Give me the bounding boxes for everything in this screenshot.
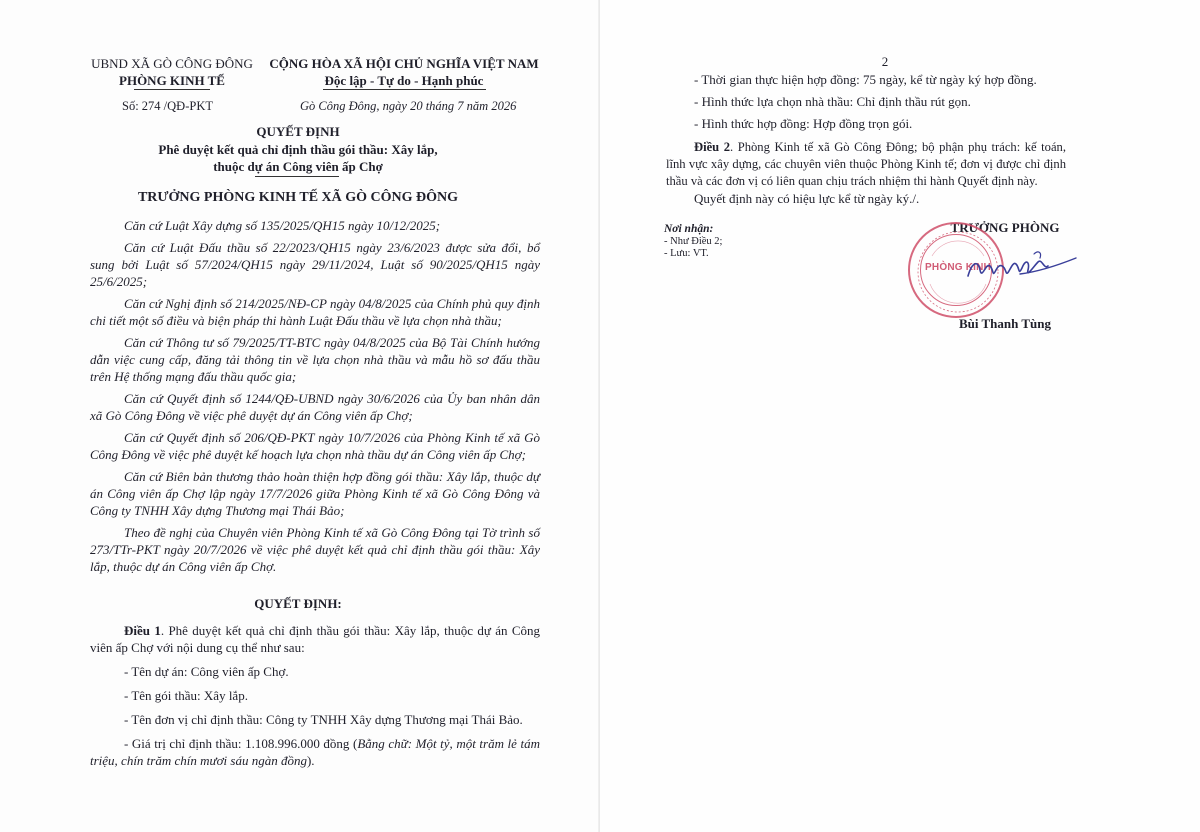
basis-item: Căn cứ Biên bản thương thảo hoàn thiện hợp đồng gói thầu: Xây lắp, thuộc dự án Công viên ấp Chợ lập ngày 17/7/2026 giữa Phòng Kinh tế xã Gò Công Đông và Công ty TNHH Xây dựng Thương mại Thái Bảo; — [90, 469, 540, 518]
basis-item: Căn cứ Quyết định số 206/QĐ-PKT ngày 10/7/2026 của Phòng Kinh tế xã Gò Công Đông về việc phê duyệt kế hoạch lựa chọn nhà thầu dự án Công viên ấp Chợ; — [90, 430, 540, 462]
article-1-item: - Thời gian thực hiện hợp đồng: 75 ngày, kể từ ngày ký hợp đồng. — [694, 72, 1037, 87]
effective-clause: Quyết định này có hiệu lực kể từ ngày ký./. — [694, 191, 920, 206]
page-number: 2 — [881, 54, 889, 69]
motto: Độc lập - Tự do - Hạnh phúc — [324, 73, 484, 88]
basis-item: Căn cứ Luật Đấu thầu số 22/2023/QH15 ngày 23/6/2023 được sửa đổi, bổ sung bởi Luật số 57/2024/QH15 ngày 29/11/2024, Luật số 90/2025/QH15 ngày 25/6/2025; — [90, 240, 540, 289]
basis-item: Theo đề nghị của Chuyên viên Phòng Kinh tế xã Gò Công Đông tại Tờ trình số 273/TTr-PKT ngày 20/7/2026 về việc phê duyệt kết quả chỉ định thầu gói thầu: Xây lắp, thuộc dự án Công viên ấp Chợ. — [90, 525, 540, 574]
national-header — [262, 56, 546, 89]
seal-text: PHÒNG KINH — [925, 262, 991, 273]
motto-underline — [323, 89, 486, 90]
basis-item: Căn cứ Nghị định số 214/2025/NĐ-CP ngày 04/8/2025 của Chính phủ quy định chi tiết một số điều và biện pháp thi hành Luật Đấu thầu về lựa chọn nhà thầu; — [90, 296, 540, 328]
article-1-item: - Hình thức lựa chọn nhà thầu: Chỉ định thầu rút gọn. — [694, 94, 971, 109]
article-2-text: Điều 2. Phòng Kinh tế xã Gò Công Đông; bộ phận phụ trách: kế toán, lĩnh vực xây dựng, các chuyên viên thuộc Phòng Kinh tế; đơn vị được chỉ định thầu và các đơn vị có liên quan chịu trách nhiệm thi hành Quyết định này. — [666, 140, 1067, 188]
signer-title: TRƯỞNG PHÒNG — [950, 220, 1060, 235]
document-page-2 — [600, 0, 1200, 832]
subject-underline — [255, 176, 339, 177]
decide-heading: QUYẾT ĐỊNH: — [254, 596, 342, 611]
doc-subject — [60, 141, 536, 175]
place-date: Gò Công Đông, ngày 20 tháng 7 năm 2026 — [300, 99, 517, 113]
subject-line-1: Phê duyệt kết quả chỉ định thầu gói thầu: Xây lắp, — [158, 142, 438, 157]
article-2-label: Điều 2 — [694, 140, 731, 154]
doc-number: Số: 274 /QĐ-PKT — [122, 99, 213, 113]
doc-type: QUYẾT ĐỊNH — [256, 124, 340, 139]
recipients-label: Nơi nhận: — [664, 223, 714, 235]
national-title: CỘNG HÒA XÃ HỘI CHỦ NGHĨA VIỆT NAM — [269, 56, 539, 71]
recipients-block — [664, 222, 804, 260]
org-line-1: UBND XÃ GÒ CÔNG ĐÔNG — [91, 56, 253, 71]
article-1-text: Điều 1. Phê duyệt kết quả chỉ định thầu gói thầu: Xây lắp, thuộc dự án Công viên ấp Chợ với nội dung cụ thể như sau: — [90, 623, 540, 655]
article-1-continued — [694, 71, 1066, 137]
org-underline — [134, 89, 210, 90]
recipient-item: - Như Điều 2; — [664, 236, 723, 247]
article-1-item: - Tên dự án: Công viên ấp Chợ. — [124, 664, 289, 679]
subject-line-2: thuộc dự án Công viên ấp Chợ — [213, 159, 383, 174]
signer-name: Bùi Thanh Tùng — [958, 316, 1052, 331]
basis-item: Căn cứ Thông tư số 79/2025/TT-BTC ngày 04/8/2025 của Bộ Tài Chính hướng dẫn việc cung cấp, đăng tải thông tin về lựa chọn nhà thầu và mẫu hồ sơ đấu thầu trên Hệ thống mạng đấu thầu quốc gia; — [90, 335, 540, 384]
article-1 — [90, 622, 540, 769]
price-in-words: Bằng chữ: Một tỷ, một trăm lẻ tám triệu, chín trăm chín mươi sáu ngàn đồng — [90, 736, 540, 768]
handwritten-signature — [960, 240, 1080, 290]
article-2 — [666, 139, 1066, 190]
org-line-2: PHÒNG KINH TẾ — [119, 73, 225, 88]
recipient-item: - Lưu: VT. — [664, 248, 709, 259]
issuing-org — [84, 56, 260, 89]
article-1-item: - Tên đơn vị chỉ định thầu: Công ty TNHH Xây dựng Thương mại Thái Bảo. — [124, 712, 523, 727]
article-1-label: Điều 1 — [124, 623, 161, 638]
article-1-item: - Tên gói thầu: Xây lắp. — [124, 688, 248, 703]
issuing-authority: TRƯỞNG PHÒNG KINH TẾ XÃ GÒ CÔNG ĐÔNG — [137, 190, 459, 205]
basis-item: Căn cứ Quyết định số 1244/QĐ-UBND ngày 30/6/2026 của Ủy ban nhân dân xã Gò Công Đông về việc phê duyệt dự án Công viên ấp Chợ; — [90, 391, 540, 423]
basis-item: Căn cứ Luật Xây dựng số 135/2025/QH15 ngày 10/12/2025; — [124, 218, 441, 233]
contract-price: - Giá trị chỉ định thầu: 1.108.996.000 đồng (Bằng chữ: Một tỷ, một trăm lẻ tám triệu, chín trăm chín mươi sáu ngàn đồng). — [90, 736, 540, 768]
legal-bases — [90, 217, 540, 575]
article-1-item: - Hình thức hợp đồng: Hợp đồng trọn gói. — [694, 116, 913, 131]
